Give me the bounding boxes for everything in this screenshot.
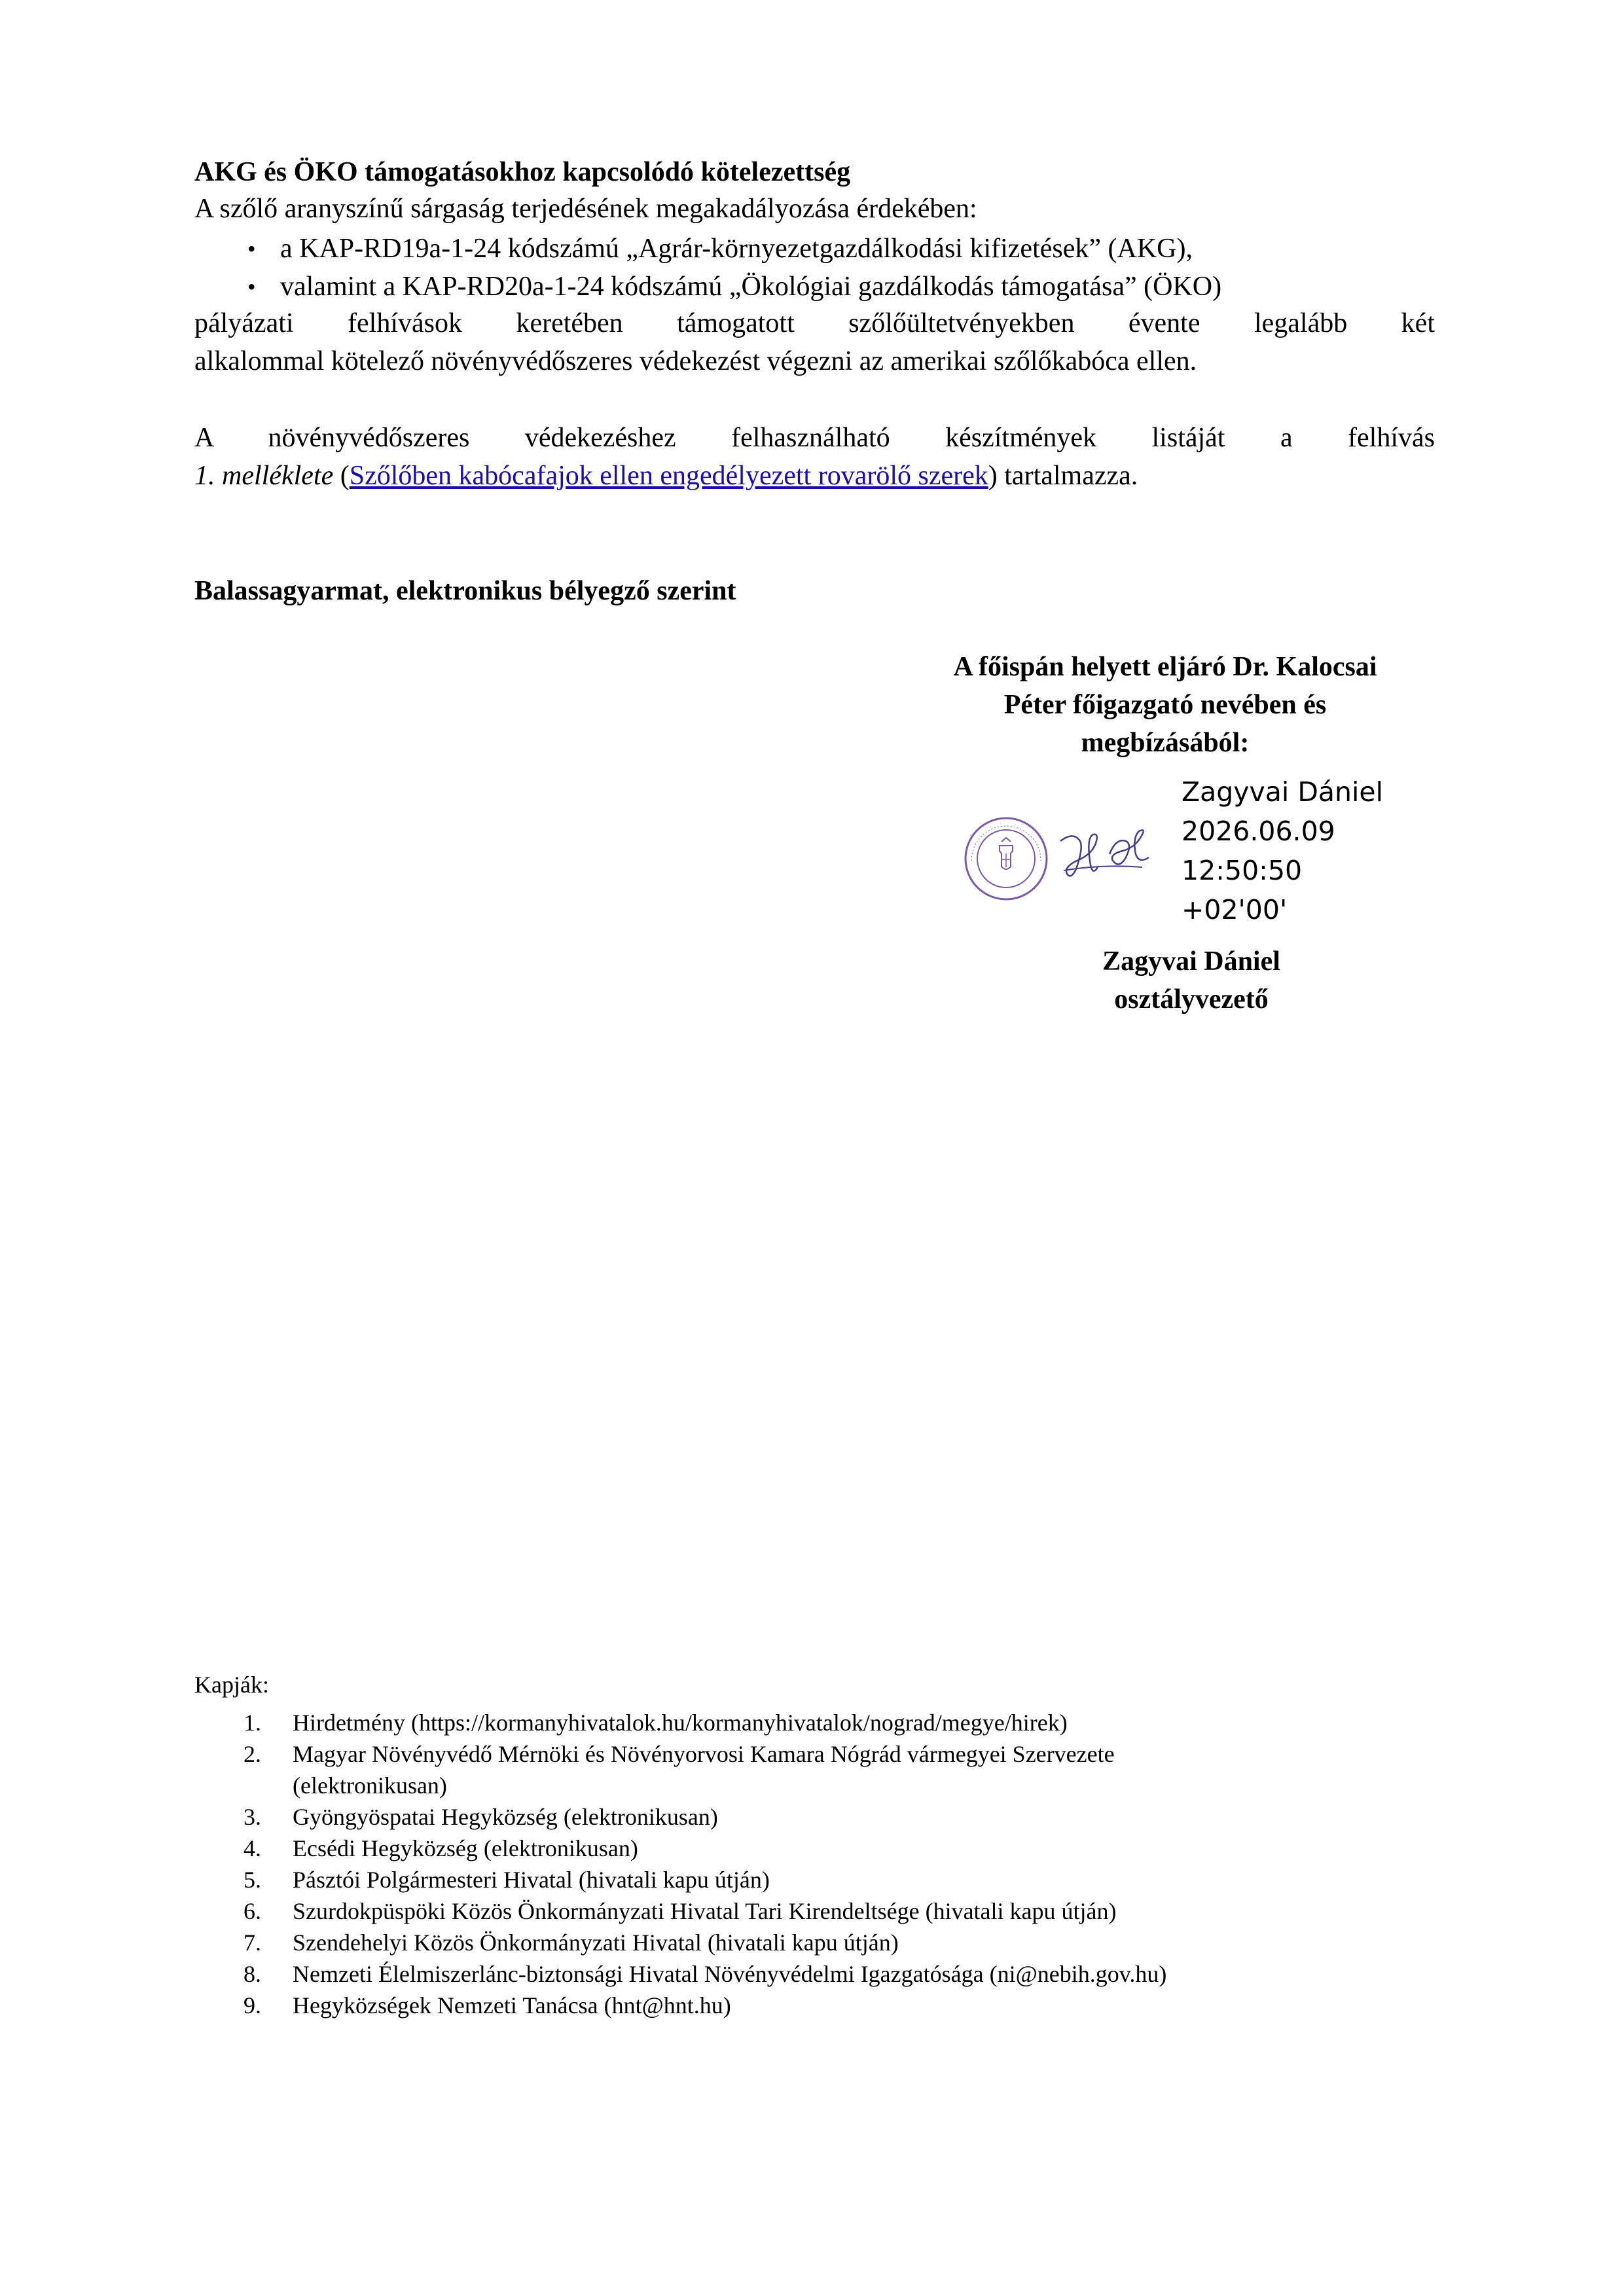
- paragraph-obligation: [194, 304, 1435, 380]
- list-item: 7. Szendehelyi Közös Önkormányzati Hivatal (hivatali kapu útján): [244, 1929, 899, 1956]
- authority-line: A főispán helyett eljáró Dr. Kalocsai: [953, 652, 1377, 682]
- section-heading: AKG és ÖKO támogatásokhoz kapcsolódó kötelezettség: [194, 157, 851, 187]
- insecticide-list-link[interactable]: Szőlőben kabócafajok ellen engedélyezett rovarölő szerek: [349, 461, 988, 491]
- recipients-list: [194, 1707, 1166, 2021]
- esig-date: 2026.06.09: [1182, 816, 1335, 847]
- signer-name: Zagyvai Dániel: [1102, 946, 1280, 977]
- esig-name: Zagyvai Dániel: [1182, 776, 1384, 808]
- esig-time: 12:50:50: [1182, 855, 1303, 886]
- annex-reference: 1. melléklete: [194, 461, 334, 491]
- recipients-label: Kapják:: [194, 1672, 269, 1698]
- paragraph-line: A növényvédőszeres védekezéshez felhasználható készítmények listáját a felhívás: [194, 423, 1435, 453]
- bullet-item: • valamint a KAP-RD20a-1-24 kódszámú „Ökológiai gazdálkodás támogatása” (ÖKO): [236, 268, 1221, 306]
- list-item: 4. Ecsédi Hegyközség (elektronikusan): [244, 1835, 638, 1861]
- paragraph-products: [194, 419, 1435, 495]
- list-item: 3. Gyöngyöspatai Hegyközség (elektronikusan): [244, 1804, 718, 1830]
- authority-line: Péter főigazgató nevében és: [1003, 690, 1327, 720]
- electronic-signature-info: [1182, 772, 1383, 929]
- signer-title: osztályvezető: [1114, 984, 1269, 1014]
- bullet-list: [236, 230, 1221, 306]
- list-item: 5. Pásztói Polgármesteri Hivatal (hivatali kapu útján): [244, 1867, 770, 1893]
- paragraph-line-2: [194, 457, 1435, 495]
- list-item: 2. Magyar Növényvédő Mérnöki és Növényorvosi Kamara Nógrád vármegyei Szervezete (elektronikusan): [244, 1741, 1115, 1799]
- signature-authority: [877, 648, 1453, 762]
- esig-timezone: +02'00': [1182, 894, 1288, 925]
- intro-text: A szőlő aranyszínű sárgaság terjedésének megakadályozása érdekében:: [194, 194, 977, 224]
- open-paren: (: [333, 461, 350, 491]
- authority-line: megbízásából:: [1081, 728, 1250, 758]
- handwritten-signature-icon: [1054, 815, 1165, 893]
- paragraph-line: alkalommal kötelező növényvédőszeres védekezést végezni az amerikai szőlőkabóca ellen.: [194, 346, 1197, 376]
- place-and-date: Balassagyarmat, elektronikus bélyegző szerint: [194, 576, 736, 606]
- paragraph-ending: ) tartalmazza.: [988, 461, 1138, 491]
- list-item: 8. Nemzeti Élelmiszerlánc-biztonsági Hivatal Növényvédelmi Igazgatósága (ni@nebih.gov.hu): [244, 1961, 1167, 1987]
- paragraph-line: pályázati felhívások keretében támogatott szőlőültetvényekben évente legalább két: [194, 308, 1435, 338]
- list-item: 6. Szurdokpüspöki Közös Önkormányzati Hivatal Tari Kirendeltsége (hivatali kapu útján): [244, 1898, 1117, 1924]
- signer-block: [995, 942, 1388, 1018]
- list-item: 9. Hegyközségek Nemzeti Tanácsa (hnt@hnt.hu): [244, 1992, 731, 2018]
- official-stamp-icon: [962, 815, 1051, 903]
- list-item: 1. Hirdetmény (https://kormanyhivatalok.hu/kormanyhivatalok/nograd/megye/hirek): [244, 1710, 1068, 1736]
- bullet-item: • a KAP-RD19a-1-24 kódszámú „Agrár-környezetgazdálkodási kifizetések” (AKG),: [236, 230, 1221, 268]
